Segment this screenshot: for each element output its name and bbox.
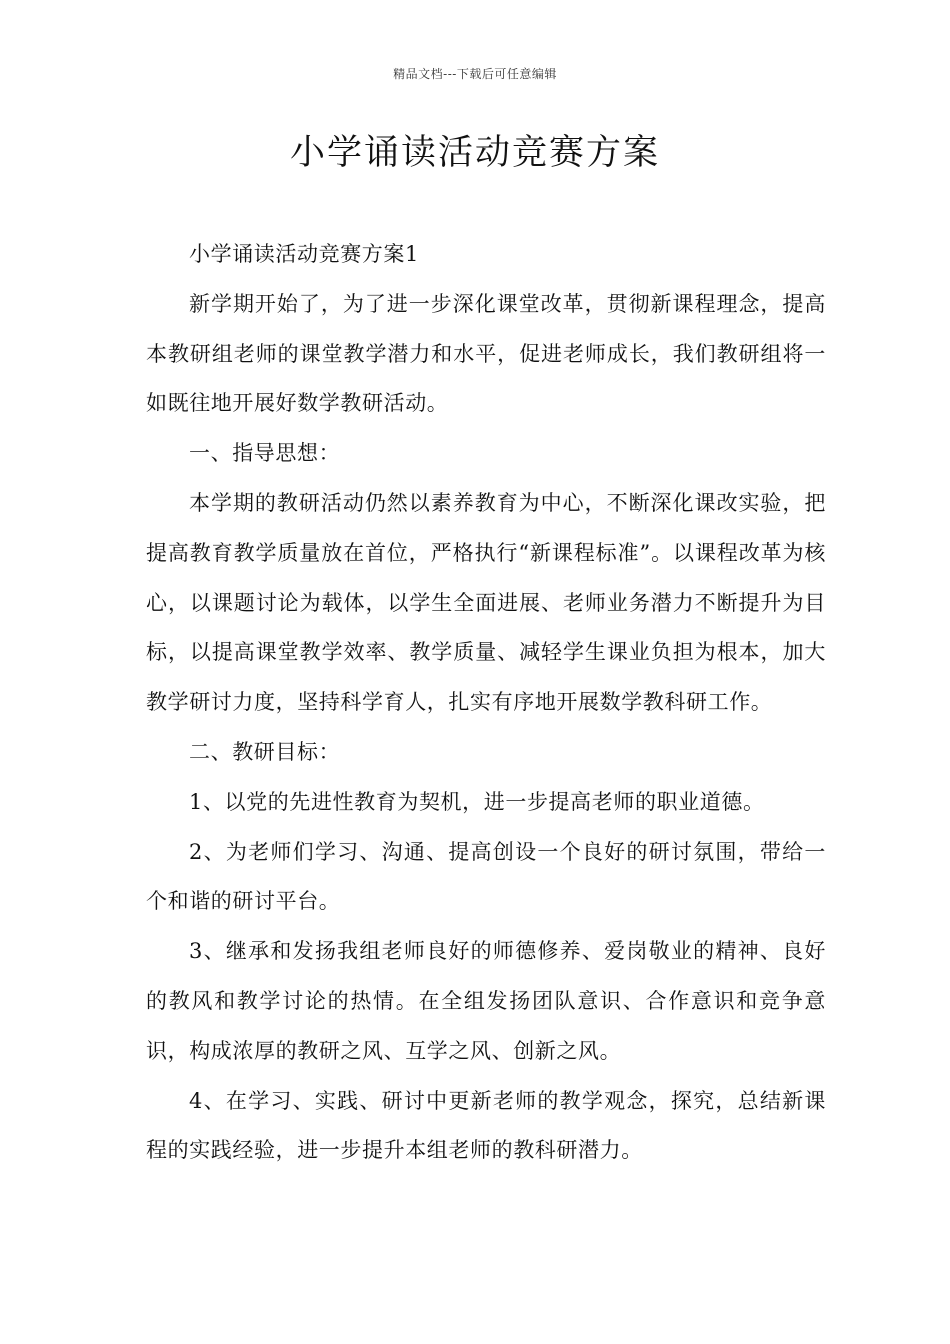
header-note: 精品文档---下载后可任意编辑	[393, 67, 557, 81]
subtitle-paragraph: 小学诵读活动竞赛方案1	[189, 242, 419, 266]
document-title: 小学诵读活动竞赛方案	[289, 133, 660, 173]
goal-item-4: 4、在学习、实践、研讨中更新老师的教学观念，探究，总结新课程的实践经验，进一步提升本组老师的教科研潜力。	[146, 1088, 826, 1163]
goal-item-1: 1、以党的先进性教育为契机，进一步提高老师的职业道德。	[189, 789, 765, 814]
goal-item-3: 3、继承和发扬我组老师良好的师德修养、爱岗敬业的精神、良好的教风和教学讨论的热情。在全组发扬团队意识、合作意识和竞争意识，构成浓厚的教研之风、互学之风、创新之风。	[146, 939, 826, 1063]
intro-paragraph: 新学期开始了，为了进一步深化课堂改革，贯彻新课程理念，提高本教研组老师的课堂教学潜力和水平，促进老师成长，我们教研组将一如既往地开展好数学教研活动。	[146, 291, 826, 416]
section-heading-research-goals: 二、教研目标：	[189, 739, 341, 764]
guiding-thought-paragraph: 本学期的教研活动仍然以素养教育为中心，不断深化课改实验，把提高教育教学质量放在首位，严格执行“新课程标准”。以课程改革为核心，以课题讨论为载体，以学生全面进展、老师业务潜力不断提升为目标，以提高课堂教学效率、教学质量、减轻学生课业负担为根本，加大教学研讨力度，坚持科学育人，扎实有序地开展数学教科研工作。	[146, 490, 826, 715]
document-body	[146, 230, 826, 1176]
goal-item-2: 2、为老师们学习、沟通、提高创设一个良好的研讨氛围，带给一个和谐的研讨平台。	[146, 839, 826, 914]
section-heading-guiding-thought: 一、指导思想：	[189, 441, 341, 466]
